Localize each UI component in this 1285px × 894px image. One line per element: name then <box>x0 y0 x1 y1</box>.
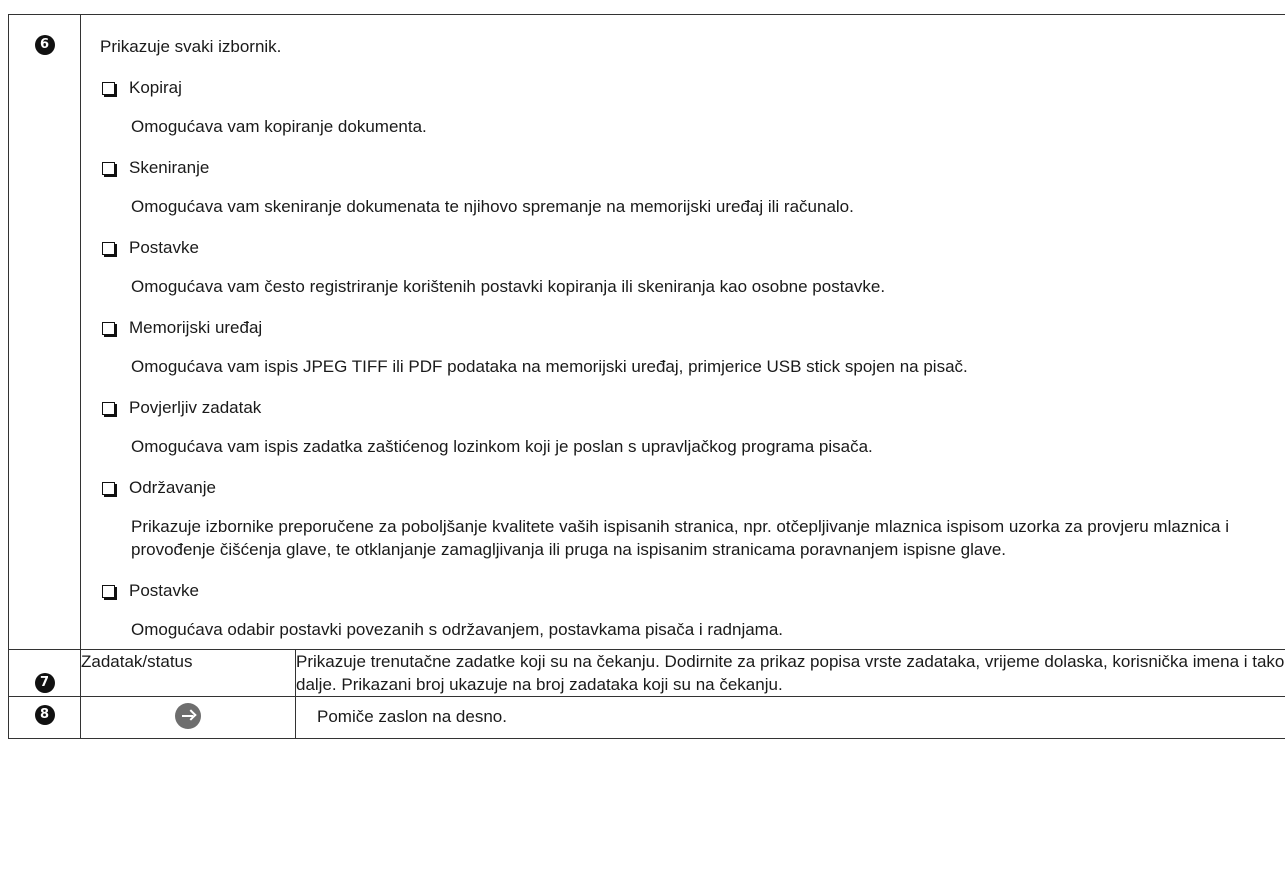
list-item <box>100 316 1285 378</box>
checkbox-bullet-icon <box>102 482 115 495</box>
list-item <box>100 579 1285 641</box>
list-item <box>100 396 1285 458</box>
item-title: Postavke <box>129 238 199 257</box>
number-cell <box>9 15 81 650</box>
item-description: Omogućava vam ispis JPEG TIFF ili PDF podataka na memorijski uređaj, primjerice USB stick spojen na pisač. <box>131 357 968 376</box>
number-badge: 7 <box>35 673 55 693</box>
icon-cell <box>81 697 296 739</box>
list-item <box>100 76 1285 138</box>
item-description: Prikazuje trenutačne zadatke koji su na čekanju. Dodirnite za prikaz popisa vrste zadataka, vrijeme dolaska, korisnička imena i tako dalje. Prikazani broj ukazuje na broj zadataka koji su na čekanju. <box>296 650 1285 697</box>
menu-description-cell <box>81 15 1285 650</box>
item-title: Održavanje <box>129 478 216 497</box>
number-cell <box>9 650 81 697</box>
checkbox-bullet-icon <box>102 82 115 95</box>
checkbox-bullet-icon <box>102 162 115 175</box>
number-badge: 6 <box>35 35 55 55</box>
item-title: Kopiraj <box>129 78 182 97</box>
item-title: Memorijski uređaj <box>129 318 263 337</box>
table-row <box>9 697 1285 739</box>
checkbox-bullet-icon <box>102 242 115 255</box>
item-description: Omogućava vam skeniranje dokumenata te njihovo spremanje na memorijski uređaj ili računalo. <box>131 197 854 216</box>
checkbox-bullet-icon <box>102 402 115 415</box>
item-description: Omogućava odabir postavki povezanih s održavanjem, postavkama pisača i radnjama. <box>131 620 784 639</box>
item-title: Postavke <box>129 581 199 600</box>
number-cell <box>9 697 81 739</box>
item-description: Omogućava vam često registriranje korištenih postavki kopiranja ili skeniranja kao osobne postavke. <box>131 277 886 296</box>
item-description: Omogućava vam kopiranje dokumenta. <box>131 117 427 136</box>
list-item <box>100 156 1285 218</box>
list-item <box>100 236 1285 298</box>
number-badge: 8 <box>35 705 55 725</box>
item-label: Zadatak/status <box>81 650 296 697</box>
table-row <box>9 15 1285 650</box>
checkbox-bullet-icon <box>102 585 115 598</box>
item-title: Skeniranje <box>129 158 210 177</box>
item-title: Povjerljiv zadatak <box>129 398 262 417</box>
table-row <box>9 650 1285 697</box>
menu-intro-text: Prikazuje svaki izbornik. <box>100 37 282 56</box>
arrow-right-icon <box>175 703 201 729</box>
item-description: Omogućava vam ispis zadatka zaštićenog lozinkom koji je poslan s upravljačkog programa pisača. <box>131 437 873 456</box>
item-description: Pomiče zaslon na desno. <box>296 697 1285 739</box>
list-item <box>100 476 1285 561</box>
item-description: Prikazuje izbornike preporučene za poboljšanje kvalitete vaših ispisanih stranica, npr. otčepljivanje mlaznica ispisom uzorka za provjeru mlaznica i provođenje čišćenja glave, te otklanjanje zamagljivanja ili pruga na ispisanim stranicama poravnanjem ispisne glave. <box>131 517 1229 559</box>
checkbox-bullet-icon <box>102 322 115 335</box>
document-table <box>8 14 1285 739</box>
